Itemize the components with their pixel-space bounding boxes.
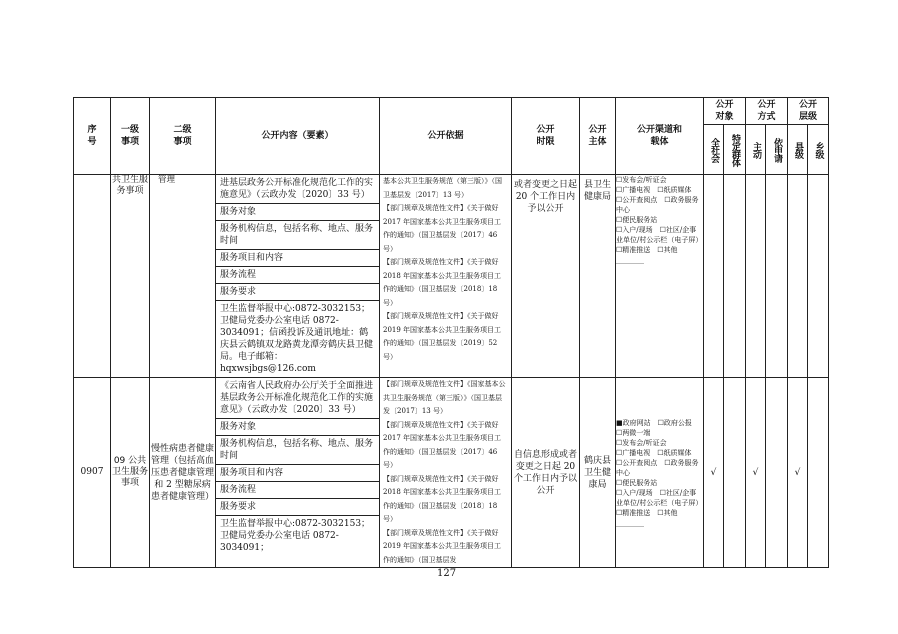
- header-level1: 一级事项: [111, 98, 150, 175]
- header-object-all: 全社会: [704, 125, 724, 175]
- basis-item: 【部门规章及规范性文件】《关于做好 2018 年国家基本公共卫生服务项目工作的通知》（国卫基层发〔2018〕18 号）: [383, 474, 502, 523]
- row2-mark-town: [808, 378, 829, 568]
- header-level-town: 乡级: [808, 125, 829, 175]
- header-subject: 公开主体: [580, 98, 616, 175]
- row2-mark-active: √: [746, 378, 766, 568]
- content-item: 服务要求: [216, 284, 379, 301]
- content-item: 服务项目和内容: [216, 465, 379, 482]
- header-method-active: 主动: [746, 125, 766, 175]
- row2-seq: 0907: [74, 378, 111, 568]
- content-item: 卫生监督举报中心:0872-3032153；卫健局党委办公室电话 0872-3034091；信函投诉及通讯地址：鹤庆县云鹤镇双龙路黄龙潭旁鹤庆县卫健局。电子邮箱：hqxwsjbgs@126.com: [220, 304, 374, 374]
- content-item: 服务机构信息，包括名称、地点、服务时间: [216, 221, 379, 250]
- basis-item: 【部门规章及规范性文件】《关于做好 2019 年国家基本公共卫生服务项目工作的通知》（国卫基层发: [383, 528, 502, 564]
- basis-item: 【部门规章及规范性文件】《关于做好 2017 年国家基本公共卫生服务项目工作的通知》（国卫基层发〔2017〕46 号）: [383, 204, 502, 253]
- table-row: [74, 175, 829, 378]
- row2-mark-specific: [724, 378, 746, 568]
- row1-level1: 共卫生服务事项: [111, 175, 150, 378]
- basis-item: 【部门规章及规范性文件】《关于做好 2017 年国家基本公共卫生服务项目工作的通知》（国卫基层发〔2017〕46 号）: [383, 420, 502, 469]
- content-item: 服务机构信息，包括名称、地点、服务时间: [216, 436, 379, 465]
- content-item: 服务对象: [216, 204, 379, 221]
- header-object-specific: 特定群体: [724, 125, 746, 175]
- page-number: 127: [437, 568, 457, 579]
- header-channel: 公开渠道和载体: [616, 98, 704, 175]
- header-object: 公开对象: [704, 98, 746, 125]
- header-level2: 二级事项: [150, 98, 216, 175]
- header-seq: 序号: [74, 98, 111, 175]
- row1-seq: [74, 175, 111, 378]
- row2-level1: 09 公共卫生服务事项: [111, 378, 150, 568]
- header-method: 公开方式: [746, 98, 788, 125]
- row1-mark-specific: [724, 175, 746, 378]
- row1-period: 或者变更之日起 20 个工作日内予以公开: [512, 175, 580, 378]
- row2-contents: [216, 378, 380, 568]
- row1-contents: [216, 175, 380, 378]
- content-item: 卫生监督举报中心:0872-3032153；卫健局党委办公室电话 0872-3034091；: [220, 519, 371, 553]
- row2-subject: 鹤庆县卫生健康局: [580, 378, 616, 568]
- row1-mark-town: [808, 175, 829, 378]
- row1-mark-county: [788, 175, 808, 378]
- content-item: 服务项目和内容: [216, 250, 379, 267]
- basis-item: 【部门规章及规范性文件】《国家基本公共卫生服务规范（第三版）》（国卫基层发〔2017〕13 号）: [383, 380, 506, 415]
- content-item: 进基层政务公开标准化规范化工作的实施意见》（云政办发〔2020〕33 号）: [216, 175, 379, 204]
- header-level: 公开层级: [788, 98, 829, 125]
- row1-mark-all: [704, 175, 724, 378]
- content-item: 服务流程: [216, 482, 379, 499]
- row2-mark-all: √: [704, 378, 724, 568]
- row2-basis: [380, 378, 512, 568]
- basis-item: 【部门规章及规范性文件】《关于做好 2018 年国家基本公共卫生服务项目工作的通知》（国卫基层发〔2018〕18 号）: [383, 258, 502, 307]
- row1-mark-active: [746, 175, 766, 378]
- content-item: 服务流程: [216, 267, 379, 284]
- row2-mark-apply: [766, 378, 788, 568]
- header-period: 公开时限: [512, 98, 580, 175]
- content-item: 服务要求: [216, 499, 379, 516]
- basis-item: 基本公共卫生服务规范（第三版）》（国卫基层发〔2017〕13 号）: [383, 177, 502, 199]
- row2-mark-county: √: [788, 378, 808, 568]
- disclosure-table: [73, 97, 829, 568]
- header-basis: 公开依据: [380, 98, 512, 175]
- header-method-apply: 依申请: [766, 125, 788, 175]
- row1-subject: 县卫生健康局: [580, 175, 616, 378]
- basis-item: 【部门规章及规范性文件】《关于做好 2019 年国家基本公共卫生服务项目工作的通知》（国卫基层发〔2019〕52 号）: [383, 312, 502, 361]
- row2-channel: ■政府网站 ☐政府公报 ☐两微一端 ☐发布会/听证会 ☐广播电视 ☐纸质媒体 ☐公开查阅点 ☐政务服务中心 ☐便民服务站 ☐入户/现场 ☐社区/企事业单位/村公示栏（电子屏） ☐精准推送 ☐其他 ________: [616, 378, 704, 568]
- row1-channel: ☐发布会/听证会 ☐广播电视 ☐纸质媒体 ☐公开查阅点 ☐政务服务中心 ☐便民服务站 ☐入户/现场 ☐社区/企事业单位/村公示栏（电子屏） ☐精准推送 ☐其他 ________: [616, 175, 704, 378]
- row1-basis: [380, 175, 512, 378]
- row2-level2: 慢性病患者健康管理（包括高血压患者健康管理和 2 型糖尿病患者健康管理）: [150, 378, 216, 568]
- content-item: 服务对象: [216, 419, 379, 436]
- row2-period: 自信息形成或者变更之日起 20 个工作日内予以公开: [512, 378, 580, 568]
- table-row: [74, 378, 829, 568]
- header-level-county: 县级: [788, 125, 808, 175]
- header-content: 公开内容（要素）: [216, 98, 380, 175]
- row1-mark-apply: [766, 175, 788, 378]
- row1-level2: 管理: [150, 175, 216, 378]
- content-item: 《云南省人民政府办公厅关于全面推进基层政务公开标准化规范化工作的实施意见》（云政办发〔2020〕33 号）: [216, 378, 379, 419]
